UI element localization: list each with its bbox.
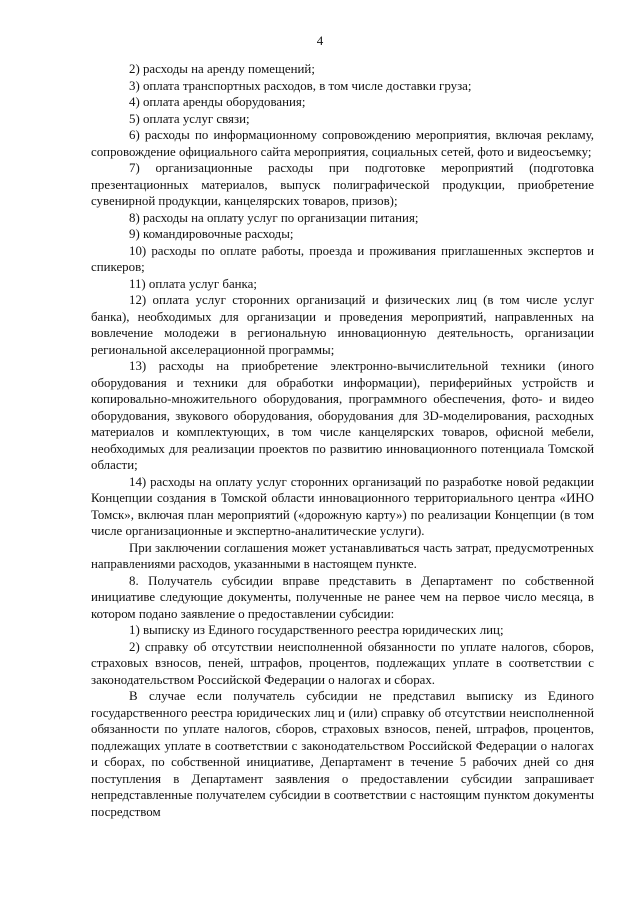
paragraph-item-13: 13) расходы на приобретение электронно-вычислительной техники (иного оборудования и техники для обработки информации), периферийных устройств и копировально-множительного оборудования, программного обеспечения, фото- и видео оборудования, звукового оборудования, оборудования для 3D-моделирования, расходных материалов и комплектующих, в том числе канцелярских товаров, офисной мебели, необходимых для реализации проектов по развитию инновационного потенциала Томской области;	[91, 359, 594, 472]
paragraph-item-4: 4) оплата аренды оборудования;	[129, 95, 306, 109]
paragraph-cost-share: При заключении соглашения может устанавливаться часть затрат, предусмотренных направлениями расходов, указанными в настоящем пункте.	[91, 540, 594, 571]
paragraph-item-3: 3) оплата транспортных расходов, в том числе доставки груза;	[129, 78, 472, 93]
paragraph-doc-1: 1) выписку из Единого государственного реестра юридических лиц;	[129, 623, 504, 637]
paragraph-clause-8: 8. Получатель субсидии вправе представить в Департамент по собственной инициативе следующие документы, полученные не ранее чем на первое число месяца, в котором подано заявление о предоставлении субсидии:	[91, 573, 594, 621]
paragraph-item-11: 11) оплата услуг банка;	[129, 276, 257, 291]
document-body	[91, 61, 594, 820]
paragraph-item-12: 12) оплата услуг сторонних организаций и физических лиц (в том числе услуг банка), необходимых для организации и проведения мероприятий, направленных на вовлечение молодежи в региональную инновационную деятельность, организации региональной акселерационной программы;	[91, 293, 594, 357]
paragraph-item-14: 14) расходы на оплату услуг сторонних организаций по разработке новой редакции Концепции создания в Томской области инновационного территориального центра «ИНО Томск», включая план мероприятий («дорожную карту») по реализации Концепции (в том числе организационные и экспертно-аналитические услуги).	[91, 474, 594, 538]
paragraph-item-7: 7) организационные расходы при подготовке мероприятий (подготовка презентационных материалов, выпуск полиграфической продукции, приобретение сувенирной продукции, канцелярских товаров, призов);	[91, 161, 594, 208]
paragraph-item-2: 2) расходы на аренду помещений;	[129, 62, 315, 76]
page-number: 4	[316, 33, 324, 48]
paragraph-item-10: 10) расходы по оплате работы, проезда и проживания приглашенных экспертов и спикеров;	[91, 243, 594, 274]
paragraph-request: В случае если получатель субсидии не представил выписку из Единого государственного реестра юридических лиц и (или) справку об отсутствии неисполненной обязанности по уплате налогов, сборов, страховых взносов, пеней, штрафов, процентов, подлежащих уплате в соответствии с законодательством Российской Федерации о налогах и сборах, по собственной инициативе, Департамент в течение 5 рабочих дней со дня поступления в Департамент заявления о предоставлении субсидии запрашивает непредставленные получателем субсидии в соответствии с настоящим пунктом документы посредством	[91, 689, 594, 819]
paragraph-item-9: 9) командировочные расходы;	[129, 227, 294, 241]
paragraph-item-8: 8) расходы на оплату услуг по организации питания;	[129, 210, 419, 225]
paragraph-item-6: 6) расходы по информационному сопровождению мероприятия, включая рекламу, сопровождение официального сайта мероприятия, социальных сетей, фото и видеосъемку;	[91, 128, 594, 159]
paragraph-item-5: 5) оплата услуг связи;	[129, 111, 250, 126]
paragraph-doc-2: 2) справку об отсутствии неисполненной обязанности по уплате налогов, сборов, страховых взносов, пеней, штрафов, процентов, подлежащих уплате в соответствии с законодательством Российской Федерации о налогах и сборах.	[91, 639, 594, 687]
